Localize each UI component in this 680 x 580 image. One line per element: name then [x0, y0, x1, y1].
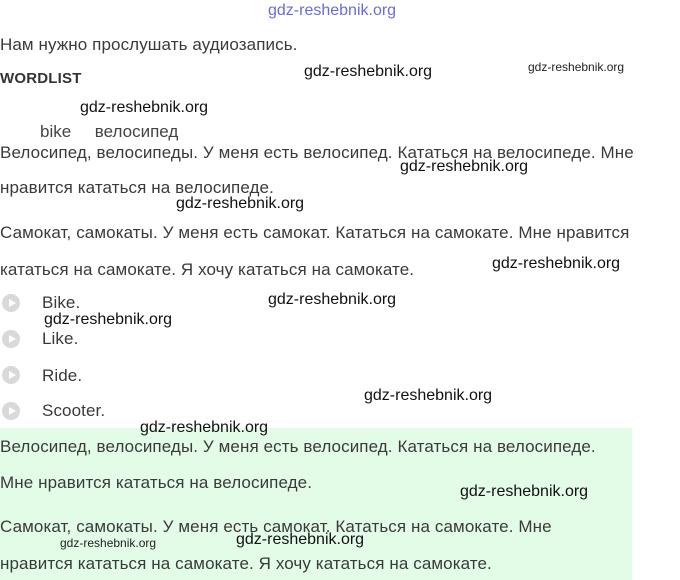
intro-text: Нам нужно прослушать аудиозапись.	[0, 35, 298, 54]
watermark: gdz-reshebnik.org	[400, 158, 529, 175]
watermark-small: gdz-reshebnik.org	[60, 536, 157, 550]
watermark: gdz-reshebnik.org	[44, 311, 173, 328]
play-button[interactable]	[2, 366, 20, 384]
paragraph-line: нравится кататься на велосипеде.	[0, 178, 274, 197]
watermark-small: gdz-reshebnik.org	[528, 60, 625, 74]
watermark-top: gdz-reshebnik.org	[268, 2, 397, 19]
paragraph-line: Самокат, самокаты. У меня есть самокат. Кататься на самокате. Мне нравится	[0, 223, 630, 242]
audio-item-label: Bike.	[42, 293, 81, 312]
watermark: gdz-reshebnik.org	[268, 291, 397, 308]
watermark: gdz-reshebnik.org	[460, 483, 589, 500]
play-button[interactable]	[2, 402, 20, 420]
answer-line: Самокат, самокаты. У меня есть самокат. Кататься на самокате. Мне	[0, 517, 552, 536]
wordlist-heading: WORDLIST	[0, 70, 82, 87]
watermark: gdz-reshebnik.org	[80, 99, 209, 116]
wordlist-row-cut: bike велосипед	[40, 122, 179, 141]
watermark: gdz-reshebnik.org	[140, 419, 269, 436]
audio-item-label: Scooter.	[42, 401, 106, 420]
paragraph-line: кататься на самокате. Я хочу кататься на самокате.	[0, 260, 415, 279]
answer-line: Мне нравится кататься на велосипеде.	[0, 473, 313, 492]
play-icon	[9, 335, 16, 343]
play-icon	[9, 407, 16, 415]
answer-line: Велосипед, велосипеды. У меня есть велосипед. Кататься на велосипеде.	[0, 437, 596, 456]
paragraph-line: Велосипед, велосипеды. У меня есть велосипед. Кататься на велосипеде. Мне	[0, 143, 634, 162]
watermark: gdz-reshebnik.org	[236, 531, 365, 548]
watermark: gdz-reshebnik.org	[492, 255, 621, 272]
watermark: gdz-reshebnik.org	[176, 195, 305, 212]
play-icon	[9, 299, 16, 307]
audio-item-label: Ride.	[42, 366, 83, 385]
play-button[interactable]	[2, 294, 20, 312]
watermark: gdz-reshebnik.org	[304, 63, 433, 80]
play-icon	[9, 371, 16, 379]
play-button[interactable]	[2, 330, 20, 348]
answer-line: нравится кататься на самокате. Я хочу кататься на самокате.	[0, 554, 492, 573]
audio-item-label: Like.	[42, 329, 79, 348]
watermark: gdz-reshebnik.org	[364, 387, 493, 404]
